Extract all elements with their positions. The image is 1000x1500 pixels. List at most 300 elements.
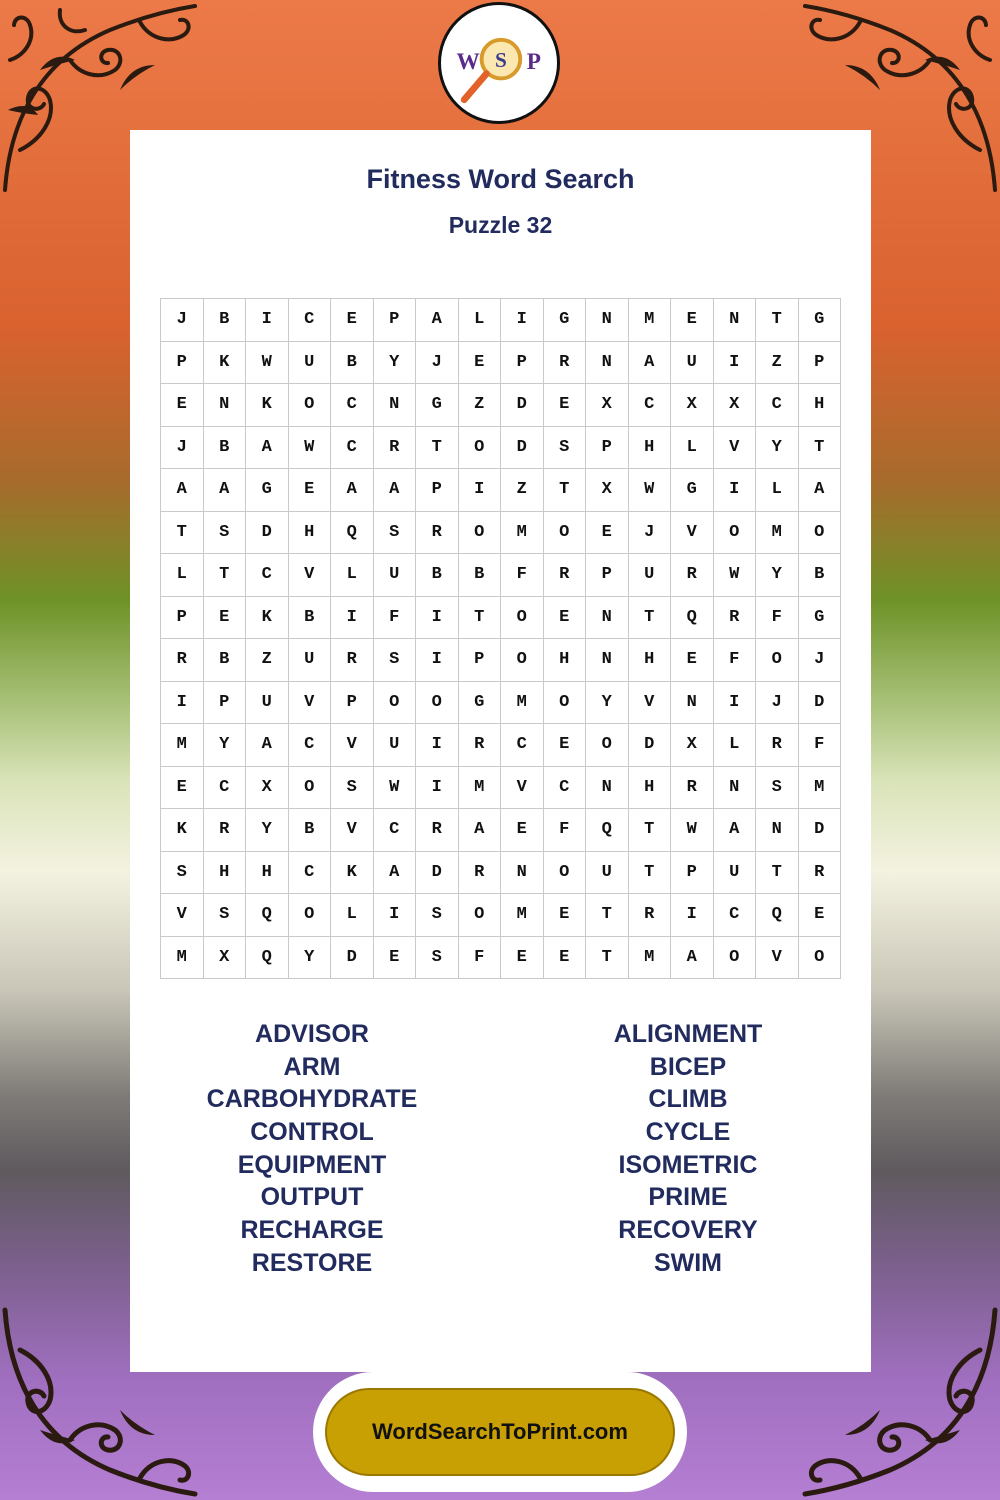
grid-cell[interactable]: R (458, 724, 501, 767)
grid-cell[interactable]: P (373, 299, 416, 342)
grid-cell[interactable]: X (586, 384, 629, 427)
grid-cell[interactable]: E (203, 596, 246, 639)
grid-cell[interactable]: O (798, 511, 841, 554)
grid-cell[interactable]: K (246, 384, 289, 427)
grid-cell[interactable]: X (246, 766, 289, 809)
grid-cell[interactable]: E (671, 639, 714, 682)
magnifier-logo-icon (441, 5, 557, 121)
word-list-item: PRIME (648, 1183, 728, 1212)
grid-cell[interactable]: O (543, 511, 586, 554)
site-link[interactable]: WordSearchToPrint.com (325, 1388, 675, 1476)
grid-cell[interactable]: W (713, 554, 756, 597)
grid-cell[interactable]: Q (246, 894, 289, 937)
word-list-right (528, 1018, 848, 1280)
word-list-item: OUTPUT (260, 1183, 364, 1212)
grid-cell[interactable]: P (203, 681, 246, 724)
grid-cell[interactable]: T (416, 426, 459, 469)
grid-cell[interactable]: U (628, 554, 671, 597)
grid-row (161, 809, 841, 852)
grid-cell[interactable]: I (713, 681, 756, 724)
grid-cell[interactable]: S (203, 511, 246, 554)
grid-cell[interactable]: P (798, 341, 841, 384)
grid-row (161, 299, 841, 342)
grid-cell[interactable]: Y (203, 724, 246, 767)
grid-cell[interactable]: A (373, 469, 416, 512)
grid-cell[interactable]: H (288, 511, 331, 554)
grid-cell[interactable]: I (713, 469, 756, 512)
grid-cell[interactable]: I (416, 639, 459, 682)
grid-cell[interactable]: E (331, 299, 374, 342)
word-list-item: CLIMB (648, 1085, 728, 1114)
logo-letter-s: S (495, 47, 507, 72)
grid-cell[interactable]: E (798, 894, 841, 937)
grid-cell[interactable]: E (501, 809, 544, 852)
grid-cell[interactable]: S (203, 894, 246, 937)
grid-cell[interactable]: X (671, 724, 714, 767)
grid-cell[interactable]: H (246, 851, 289, 894)
grid-cell[interactable]: S (373, 511, 416, 554)
grid-cell[interactable]: X (203, 936, 246, 979)
grid-cell[interactable]: C (713, 894, 756, 937)
grid-cell[interactable]: I (416, 596, 459, 639)
grid-cell[interactable]: O (543, 851, 586, 894)
grid-cell[interactable]: G (798, 596, 841, 639)
grid-cell[interactable]: A (373, 851, 416, 894)
grid-cell[interactable]: C (331, 426, 374, 469)
grid-cell[interactable]: T (458, 596, 501, 639)
grid-cell[interactable]: W (288, 426, 331, 469)
grid-cell[interactable]: Y (586, 681, 629, 724)
grid-cell[interactable]: R (543, 554, 586, 597)
grid-cell[interactable]: T (161, 511, 204, 554)
grid-cell[interactable]: C (288, 851, 331, 894)
grid-cell[interactable]: H (798, 384, 841, 427)
puzzle-subtitle: Puzzle 32 (448, 212, 553, 238)
grid-cell[interactable]: T (628, 851, 671, 894)
grid-cell[interactable]: L (161, 554, 204, 597)
grid-cell[interactable]: I (246, 299, 289, 342)
grid-cell[interactable]: M (458, 766, 501, 809)
grid-cell[interactable]: W (373, 766, 416, 809)
grid-cell[interactable]: I (373, 894, 416, 937)
grid-cell[interactable]: N (586, 341, 629, 384)
grid-cell[interactable]: D (628, 724, 671, 767)
grid-cell[interactable]: A (161, 469, 204, 512)
grid-cell[interactable]: E (586, 511, 629, 554)
grid-cell[interactable]: G (798, 299, 841, 342)
grid-cell[interactable]: G (416, 384, 459, 427)
word-list-item: RESTORE (251, 1248, 373, 1277)
grid-cell[interactable]: E (161, 384, 204, 427)
grid-cell[interactable]: H (628, 639, 671, 682)
grid-cell[interactable]: J (161, 299, 204, 342)
grid-cell[interactable]: K (161, 809, 204, 852)
grid-cell[interactable]: N (713, 299, 756, 342)
grid-cell[interactable]: E (543, 724, 586, 767)
grid-cell[interactable]: K (331, 851, 374, 894)
grid-row (161, 426, 841, 469)
grid-cell[interactable]: R (331, 639, 374, 682)
grid-cell[interactable]: C (756, 384, 799, 427)
grid-cell[interactable]: I (501, 299, 544, 342)
grid-cell[interactable]: R (416, 809, 459, 852)
word-list-item: EQUIPMENT (237, 1150, 387, 1179)
word-list-item: CARBOHYDRATE (206, 1085, 418, 1114)
grid-cell[interactable]: Y (756, 426, 799, 469)
grid-cell[interactable]: X (671, 384, 714, 427)
grid-cell[interactable]: A (331, 469, 374, 512)
grid-cell[interactable]: Q (756, 894, 799, 937)
grid-cell[interactable]: O (501, 596, 544, 639)
grid-cell[interactable]: B (288, 596, 331, 639)
grid-cell[interactable]: J (756, 681, 799, 724)
grid-cell[interactable]: G (543, 299, 586, 342)
grid-cell[interactable]: N (586, 596, 629, 639)
grid-cell[interactable]: V (628, 681, 671, 724)
grid-cell[interactable]: A (671, 936, 714, 979)
grid-cell[interactable]: F (373, 596, 416, 639)
grid-cell[interactable]: W (628, 469, 671, 512)
logo-letter-w: W (456, 48, 480, 75)
grid-cell[interactable]: O (288, 894, 331, 937)
grid-cell[interactable]: M (161, 724, 204, 767)
grid-cell[interactable]: B (288, 809, 331, 852)
grid-cell[interactable]: F (713, 639, 756, 682)
grid-cell[interactable]: G (671, 469, 714, 512)
grid-cell[interactable]: R (543, 341, 586, 384)
word-list-item: SWIM (653, 1248, 723, 1277)
grid-cell[interactable]: T (756, 299, 799, 342)
grid-cell[interactable]: R (628, 894, 671, 937)
grid-cell[interactable]: V (331, 724, 374, 767)
grid-cell[interactable]: D (331, 936, 374, 979)
grid-cell[interactable]: P (501, 341, 544, 384)
grid-row (161, 724, 841, 767)
grid-cell[interactable]: R (458, 851, 501, 894)
grid-cell[interactable]: R (671, 554, 714, 597)
grid-cell[interactable]: C (501, 724, 544, 767)
grid-cell[interactable]: U (713, 851, 756, 894)
grid-cell[interactable]: F (756, 596, 799, 639)
word-list-item: ALIGNMENT (613, 1020, 763, 1048)
grid-row (161, 766, 841, 809)
grid-cell[interactable]: S (416, 936, 459, 979)
grid-cell[interactable]: O (288, 384, 331, 427)
grid-cell[interactable]: N (373, 384, 416, 427)
grid-cell[interactable]: O (798, 936, 841, 979)
grid-cell[interactable]: M (628, 936, 671, 979)
grid-cell[interactable]: T (586, 936, 629, 979)
grid-cell[interactable]: F (543, 809, 586, 852)
grid-cell[interactable]: L (331, 894, 374, 937)
grid-cell[interactable]: E (288, 469, 331, 512)
grid-cell[interactable]: A (246, 426, 289, 469)
grid-cell[interactable]: S (543, 426, 586, 469)
grid-cell[interactable]: M (501, 894, 544, 937)
word-list-item: RECOVERY (618, 1216, 758, 1245)
grid-cell[interactable]: L (713, 724, 756, 767)
grid-row (161, 554, 841, 597)
logo-letter-p: P (526, 48, 541, 75)
grid-cell[interactable]: T (203, 554, 246, 597)
grid-cell[interactable]: E (543, 384, 586, 427)
grid-cell[interactable]: R (203, 809, 246, 852)
grid-row (161, 681, 841, 724)
grid-cell[interactable]: G (246, 469, 289, 512)
grid-cell[interactable]: N (586, 299, 629, 342)
grid-cell[interactable]: M (756, 511, 799, 554)
grid-cell[interactable]: L (458, 299, 501, 342)
grid-cell[interactable]: O (713, 936, 756, 979)
grid-cell[interactable]: P (416, 469, 459, 512)
word-list-item: ISOMETRIC (618, 1150, 758, 1179)
word-list-item: ARM (283, 1052, 341, 1081)
grid-cell[interactable]: X (586, 469, 629, 512)
grid-cell[interactable]: C (331, 384, 374, 427)
grid-cell[interactable]: O (416, 681, 459, 724)
grid-cell[interactable]: O (501, 639, 544, 682)
grid-row (161, 851, 841, 894)
grid-cell[interactable]: Z (756, 341, 799, 384)
grid-row (161, 384, 841, 427)
grid-cell[interactable]: U (671, 341, 714, 384)
grid-cell[interactable]: A (246, 724, 289, 767)
grid-cell[interactable]: A (713, 809, 756, 852)
grid-cell[interactable]: P (586, 554, 629, 597)
grid-cell[interactable]: H (543, 639, 586, 682)
grid-cell[interactable]: R (713, 596, 756, 639)
grid-cell[interactable]: J (161, 426, 204, 469)
grid-cell[interactable]: Z (246, 639, 289, 682)
grid-cell[interactable]: D (501, 384, 544, 427)
grid-cell[interactable]: R (798, 851, 841, 894)
grid-cell[interactable]: X (713, 384, 756, 427)
grid-cell[interactable]: C (628, 384, 671, 427)
grid-cell[interactable]: R (671, 766, 714, 809)
grid-cell[interactable]: D (798, 809, 841, 852)
grid-cell[interactable]: C (373, 809, 416, 852)
grid-cell[interactable]: A (798, 469, 841, 512)
grid-row (161, 596, 841, 639)
grid-cell[interactable]: J (628, 511, 671, 554)
grid-cell[interactable]: H (628, 766, 671, 809)
grid-cell[interactable]: A (628, 341, 671, 384)
grid-cell[interactable]: E (671, 299, 714, 342)
grid-cell[interactable]: M (628, 299, 671, 342)
grid-cell[interactable]: B (458, 554, 501, 597)
grid-cell[interactable]: R (161, 639, 204, 682)
puzzle-title: Fitness Word Search (366, 164, 635, 194)
grid-cell[interactable]: B (203, 299, 246, 342)
grid-cell[interactable]: Q (671, 596, 714, 639)
grid-cell[interactable]: P (331, 681, 374, 724)
grid-cell[interactable]: O (458, 426, 501, 469)
grid-cell[interactable]: E (543, 596, 586, 639)
word-list-left (152, 1018, 472, 1280)
site-logo[interactable] (438, 2, 560, 124)
grid-cell[interactable]: O (458, 894, 501, 937)
grid-cell[interactable]: A (203, 469, 246, 512)
grid-cell[interactable]: V (713, 426, 756, 469)
grid-cell[interactable]: Q (331, 511, 374, 554)
grid-cell[interactable]: I (458, 469, 501, 512)
grid-cell[interactable]: T (586, 894, 629, 937)
grid-cell[interactable]: O (458, 511, 501, 554)
grid-cell[interactable]: D (246, 511, 289, 554)
grid-cell[interactable]: N (586, 639, 629, 682)
grid-cell[interactable]: V (161, 894, 204, 937)
grid-cell[interactable]: T (628, 596, 671, 639)
grid-cell[interactable]: M (501, 681, 544, 724)
grid-cell[interactable]: T (628, 809, 671, 852)
grid-cell[interactable]: E (373, 936, 416, 979)
grid-cell[interactable]: I (416, 724, 459, 767)
grid-cell[interactable]: B (331, 341, 374, 384)
grid-cell[interactable]: D (416, 851, 459, 894)
grid-row (161, 894, 841, 937)
grid-cell[interactable]: N (713, 766, 756, 809)
grid-cell[interactable]: D (798, 681, 841, 724)
grid-cell[interactable]: H (628, 426, 671, 469)
grid-cell[interactable]: M (161, 936, 204, 979)
grid-cell[interactable]: R (756, 724, 799, 767)
grid-cell[interactable]: N (501, 851, 544, 894)
grid-cell[interactable]: M (501, 511, 544, 554)
grid-cell[interactable]: O (288, 766, 331, 809)
grid-cell[interactable]: A (458, 809, 501, 852)
grid-cell[interactable]: U (373, 554, 416, 597)
grid-cell[interactable]: C (288, 724, 331, 767)
grid-cell[interactable]: S (331, 766, 374, 809)
letter-grid (160, 298, 841, 979)
grid-cell[interactable]: E (543, 936, 586, 979)
grid-cell[interactable]: P (586, 426, 629, 469)
grid-cell[interactable]: I (331, 596, 374, 639)
grid-cell[interactable]: Y (288, 936, 331, 979)
grid-cell[interactable]: U (246, 681, 289, 724)
grid-cell[interactable]: C (203, 766, 246, 809)
grid-row (161, 469, 841, 512)
grid-cell[interactable]: Z (501, 469, 544, 512)
word-list-item: RECHARGE (240, 1216, 384, 1245)
grid-cell[interactable]: U (586, 851, 629, 894)
grid-cell[interactable]: L (331, 554, 374, 597)
puzzle-card (130, 130, 871, 1372)
grid-cell[interactable]: W (246, 341, 289, 384)
grid-cell[interactable]: B (203, 426, 246, 469)
grid-cell[interactable]: Q (586, 809, 629, 852)
grid-cell[interactable]: V (288, 554, 331, 597)
grid-cell[interactable]: Y (756, 554, 799, 597)
grid-cell[interactable]: H (203, 851, 246, 894)
grid-cell[interactable]: Y (246, 809, 289, 852)
grid-cell[interactable]: R (416, 511, 459, 554)
grid-cell[interactable]: Q (246, 936, 289, 979)
grid-cell[interactable]: V (756, 936, 799, 979)
grid-cell[interactable]: I (416, 766, 459, 809)
grid-cell[interactable]: V (501, 766, 544, 809)
grid-cell[interactable]: C (288, 299, 331, 342)
grid-cell[interactable]: U (373, 724, 416, 767)
word-list-item: CYCLE (645, 1118, 731, 1147)
grid-cell[interactable]: O (586, 724, 629, 767)
grid-cell[interactable]: C (246, 554, 289, 597)
grid-row (161, 511, 841, 554)
grid-cell[interactable]: E (161, 766, 204, 809)
grid-row (161, 639, 841, 682)
grid-cell[interactable]: V (288, 681, 331, 724)
grid-cell[interactable]: I (671, 894, 714, 937)
grid-cell[interactable]: R (373, 426, 416, 469)
grid-cell[interactable]: P (458, 639, 501, 682)
grid-cell[interactable]: N (756, 809, 799, 852)
grid-cell[interactable]: I (161, 681, 204, 724)
grid-cell[interactable]: E (458, 341, 501, 384)
grid-cell[interactable]: N (203, 384, 246, 427)
grid-cell[interactable]: F (501, 554, 544, 597)
grid-cell[interactable]: S (373, 639, 416, 682)
grid-cell[interactable]: Z (458, 384, 501, 427)
grid-cell[interactable]: L (756, 469, 799, 512)
grid-cell[interactable]: C (543, 766, 586, 809)
grid-cell[interactable]: J (416, 341, 459, 384)
grid-cell[interactable]: T (756, 851, 799, 894)
grid-cell[interactable]: U (288, 639, 331, 682)
grid-cell[interactable]: O (373, 681, 416, 724)
word-list-item: ADVISOR (255, 1020, 369, 1048)
grid-cell[interactable]: W (671, 809, 714, 852)
grid-cell[interactable]: Y (373, 341, 416, 384)
grid-cell[interactable]: S (416, 894, 459, 937)
grid-cell[interactable]: I (713, 341, 756, 384)
grid-cell[interactable]: V (331, 809, 374, 852)
grid-row (161, 341, 841, 384)
grid-cell[interactable]: L (671, 426, 714, 469)
grid-cell[interactable]: F (458, 936, 501, 979)
grid-row (161, 936, 841, 979)
grid-cell[interactable]: D (501, 426, 544, 469)
grid-cell[interactable]: E (543, 894, 586, 937)
grid-cell[interactable]: E (501, 936, 544, 979)
grid-cell[interactable]: S (756, 766, 799, 809)
grid-cell[interactable]: K (246, 596, 289, 639)
grid-cell[interactable]: V (671, 511, 714, 554)
grid-cell[interactable]: P (161, 341, 204, 384)
grid-cell[interactable]: P (161, 596, 204, 639)
grid-cell[interactable]: T (798, 426, 841, 469)
grid-cell[interactable]: T (543, 469, 586, 512)
grid-cell[interactable]: P (671, 851, 714, 894)
grid-cell[interactable]: K (203, 341, 246, 384)
word-list-item: CONTROL (250, 1118, 374, 1147)
grid-cell[interactable]: M (798, 766, 841, 809)
word-list-item: BICEP (649, 1052, 727, 1081)
grid-cell[interactable]: B (203, 639, 246, 682)
grid-cell[interactable]: U (288, 341, 331, 384)
grid-cell[interactable]: J (798, 639, 841, 682)
grid-cell[interactable]: B (798, 554, 841, 597)
grid-cell[interactable]: O (543, 681, 586, 724)
grid-cell[interactable]: O (756, 639, 799, 682)
grid-cell[interactable]: N (671, 681, 714, 724)
grid-cell[interactable]: B (416, 554, 459, 597)
grid-cell[interactable]: N (586, 766, 629, 809)
grid-cell[interactable]: G (458, 681, 501, 724)
grid-cell[interactable]: O (713, 511, 756, 554)
grid-cell[interactable]: F (798, 724, 841, 767)
grid-cell[interactable]: S (161, 851, 204, 894)
grid-cell[interactable]: A (416, 299, 459, 342)
